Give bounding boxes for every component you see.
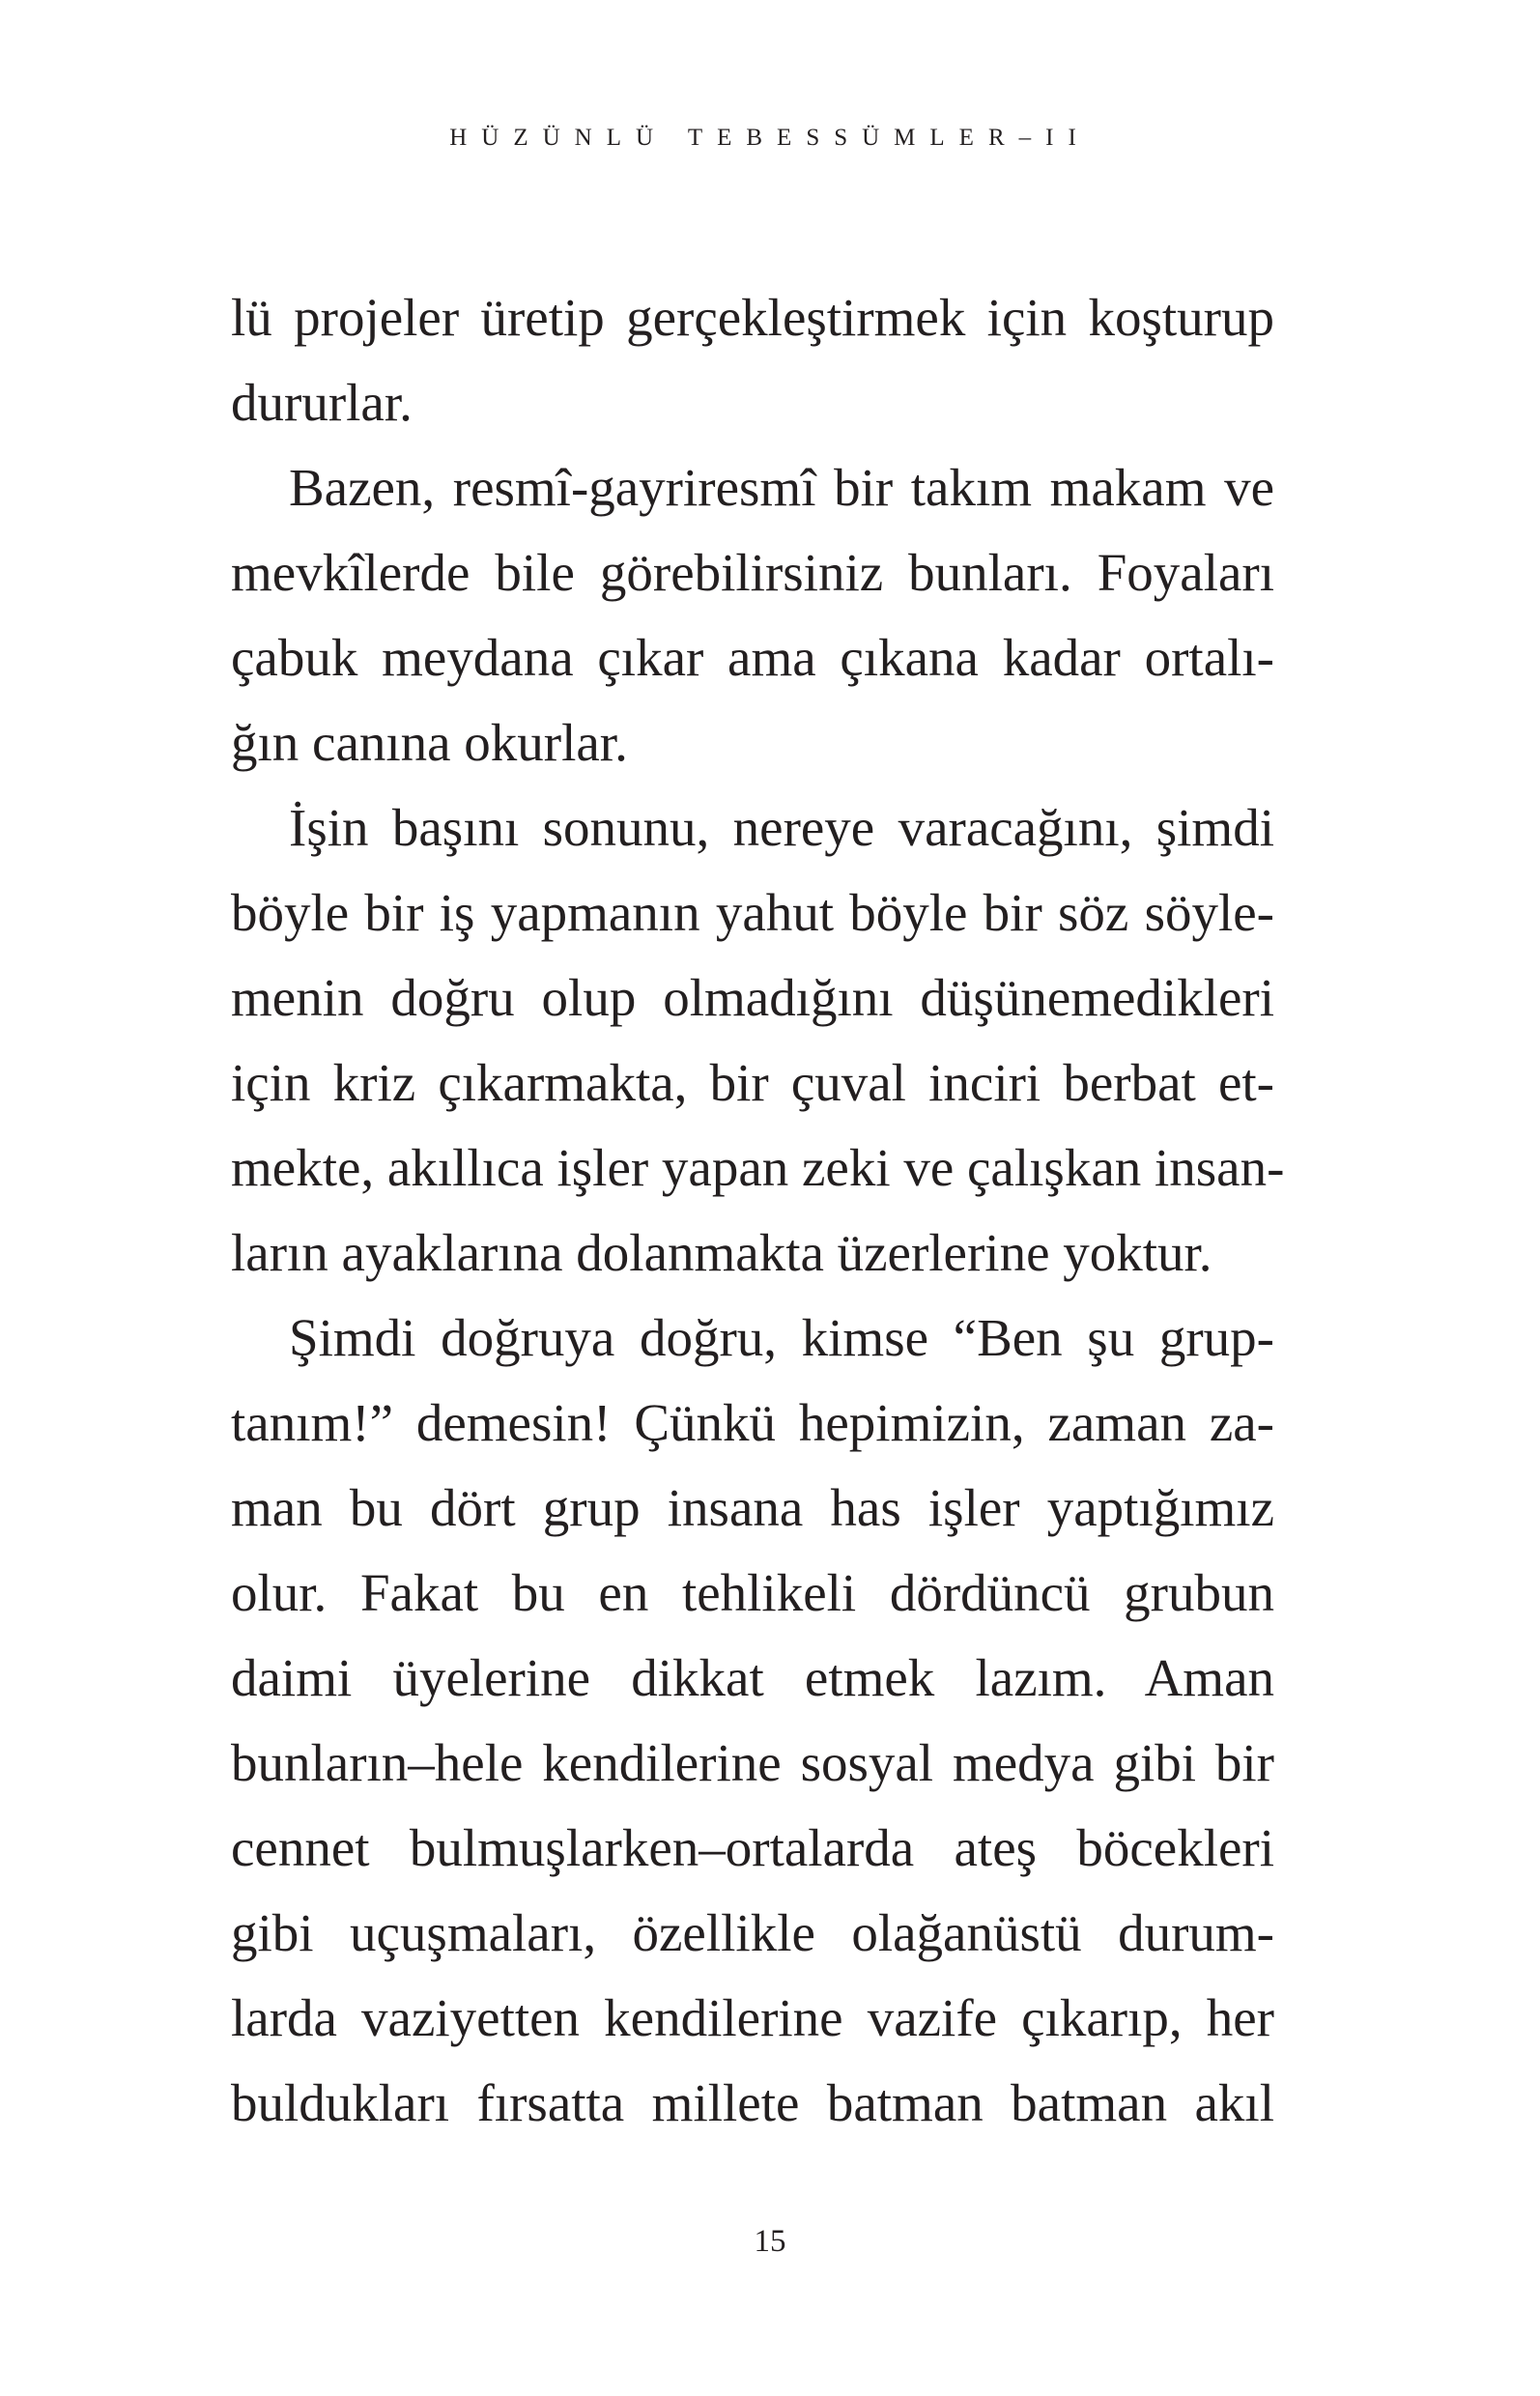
text-line: menin doğru olup olmadığını düşünemedikleri: [231, 968, 1274, 1027]
text-line: Bazen, resmî-gayriresmî bir takım makam ve: [289, 458, 1274, 517]
page-number: 15: [754, 2224, 786, 2259]
text-line: olur. Fakat bu en tehlikeli dördüncü grubun: [231, 1563, 1274, 1622]
text-line: ğın canına okurlar.: [231, 713, 628, 772]
text-line: daimi üyelerine dikkat etmek lazım. Aman: [231, 1648, 1274, 1707]
text-line: larda vaziyetten kendilerine vazife çıkarıp, her: [231, 1988, 1274, 2047]
text-line: mevkîlerde bile görebilirsiniz bunları. Foyaları: [231, 543, 1274, 602]
text-line: çabuk meydana çıkar ama çıkana kadar ortalı-: [231, 628, 1274, 687]
text-line: mekte, akıllıca işler yapan zeki ve çalışkan insan-: [231, 1138, 1285, 1197]
running-header: HÜZÜNLÜ TEBESSÜMLER–II: [449, 125, 1091, 151]
body-text: [231, 275, 1285, 2146]
text-line: için kriz çıkarmakta, bir çuval inciri berbat et-: [231, 1053, 1274, 1112]
text-line: tanım!” demesin! Çünkü hepimizin, zaman za-: [231, 1393, 1274, 1452]
text-line: man bu dört grup insana has işler yaptığımız: [231, 1478, 1274, 1537]
text-line: Şimdi doğruya doğru, kimse “Ben şu grup-: [289, 1308, 1274, 1367]
text-line: dururlar.: [231, 373, 413, 432]
text-line: böyle bir iş yapmanın yahut böyle bir söz söyle-: [231, 883, 1274, 942]
text-line: cennet bulmuşlarken–ortalarda ateş böcekleri: [231, 1818, 1274, 1877]
text-line: ların ayaklarına dolanmakta üzerlerine yoktur.: [231, 1223, 1212, 1282]
text-line: gibi uçuşmaları, özellikle olağanüstü durum-: [231, 1903, 1274, 1962]
text-line: bunların–hele kendilerine sosyal medya gibi bir: [231, 1733, 1274, 1792]
text-line: buldukları fırsatta millete batman batman akıl: [231, 2073, 1274, 2132]
text-line: lü projeler üretip gerçekleştirmek için koşturup: [231, 288, 1274, 347]
text-line: İşin başını sonunu, nereye varacağını, şimdi: [289, 798, 1274, 857]
